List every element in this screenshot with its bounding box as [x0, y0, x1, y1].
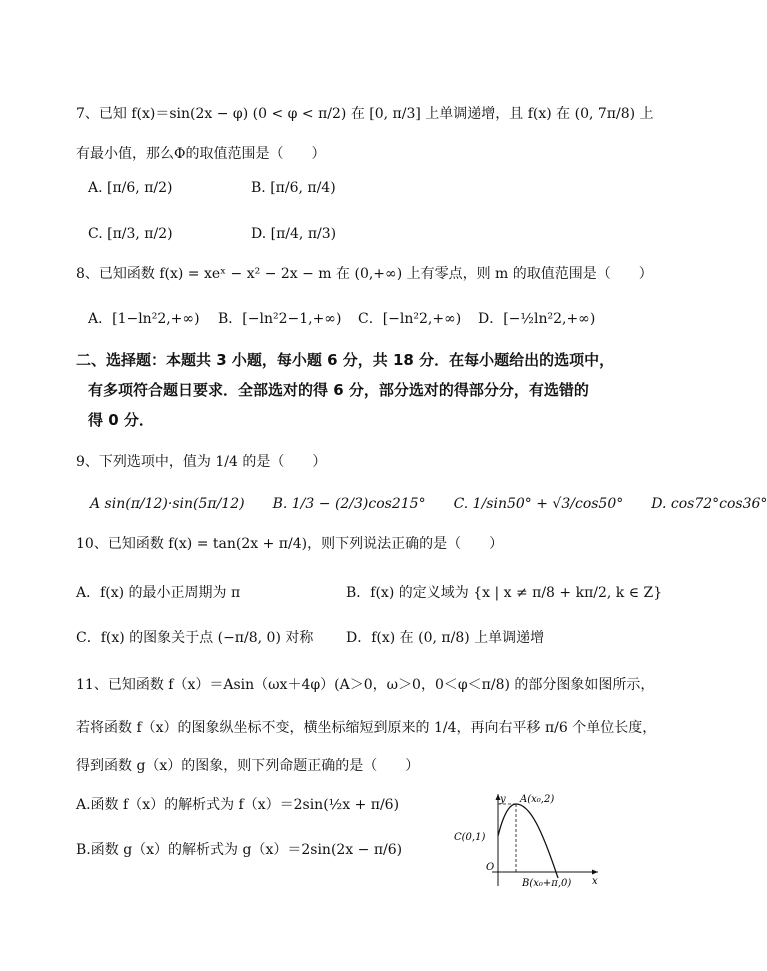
q10-option-d: D．f(x) 在 (0, π/8) 上单调递增 [346, 630, 545, 646]
q8-stem: 8、已知函数 f(x) = xeˣ − x² − 2x − m 在 (0,+∞) 上有零点，则 m 的取值范围是（ ） [76, 266, 653, 282]
origin-label: O [486, 862, 495, 873]
q8-option-d: D．[−½ln²2,+∞) [478, 311, 596, 327]
x-axis-arrow [592, 870, 598, 875]
section2-line1: 二、选择题：本题共 3 小题，每小题 6 分，共 18 分．在每小题给出的选项中， [76, 351, 615, 369]
q10-stem: 10、已知函数 f(x) = tan(2x + π/4)，则下列说法正确的是（ ） [76, 536, 504, 552]
q11-stem-line1: 11、已知函数 f（x）＝Asin（ωx＋4φ）(A＞0，ω＞0，0＜φ＜π/8) 的部分图象如图所示， [76, 677, 655, 693]
q10-option-b: B．f(x) 的定义域为 {x | x ≠ π/8 + kπ/2, k ∈ Z} [346, 585, 663, 601]
section2-line2: 有多项符合题日要求．全部选对的得 6 分，部分选对的得部分分，有选错的 [88, 381, 589, 399]
sine-curve [498, 804, 558, 878]
function-graph [452, 790, 602, 890]
q11-option-b: B.函数 g（x）的解析式为 g（x）＝2sin(2x − π/6) [76, 842, 403, 858]
q8-option-b: B．[−ln²2−1,+∞) [218, 311, 342, 327]
q8-option-c: C．[−ln²2,+∞) [358, 311, 462, 327]
q8-option-a: A．[1−ln²2,+∞) [88, 311, 200, 327]
q11-stem-line2: 若将函数 f（x）的图象纵坐标不变，横坐标缩短到原来的 1/4，再向右平移 π/6 个单位长度， [76, 720, 657, 736]
q7-option-b: B. [π/6, π/4) [251, 180, 336, 196]
q9-options: A sin(π/12)·sin(5π/12) B. 1/3 − (2/3)cos215° C. 1/sin50° + √3/cos50° D. cos72°cos36° [90, 496, 767, 512]
point-a-label: A(x₀,2) [520, 794, 555, 805]
q11-option-a: A.函数 f（x）的解析式为 f（x）＝2sin(½x + π/6) [76, 797, 400, 813]
q9-stem: 9、下列选项中，值为 1/4 的是（ ） [76, 454, 327, 470]
q7-option-c: C. [π/3, π/2) [88, 226, 173, 242]
q7-stem-line2: 有最小值，那么Φ的取值范围是（ ） [76, 146, 326, 162]
point-c-label: C(0,1) [454, 832, 486, 843]
point-b-label: B(x₀+π,0) [522, 878, 572, 889]
section2-line3: 得 0 分． [88, 411, 154, 429]
q10-option-a: A．f(x) 的最小正周期为 π [76, 585, 241, 601]
q7-option-a: A. [π/6, π/2) [88, 180, 173, 196]
y-axis-label: y [500, 794, 506, 805]
q11-stem-line3: 得到函数 g（x）的图象，则下列命题正确的是（ ） [76, 758, 420, 774]
x-axis-label: x [592, 876, 598, 887]
q10-option-c: C．f(x) 的图象关于点 (−π/8, 0) 对称 [76, 630, 314, 646]
q7-stem-line1: 7、已知 f(x)＝sin(2x − φ) (0 < φ < π/2) 在 [0, π/3] 上单调递增，且 f(x) 在 (0, 7π/8) 上 [76, 106, 654, 122]
q7-option-d: D. [π/4, π/3) [251, 226, 337, 242]
